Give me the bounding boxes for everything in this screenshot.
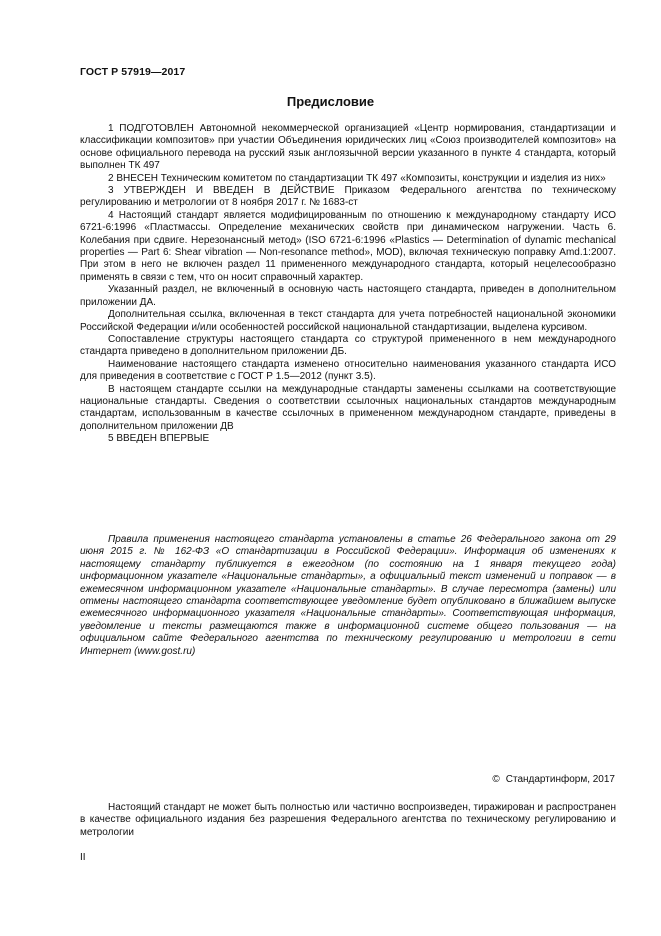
foreword-body: [80, 123, 616, 446]
paragraph-introduced-first: 5 ВВЕДЕН ВПЕРВЫЕ: [108, 433, 210, 445]
paragraph-modified-standard: 4 Настоящий стандарт является модифицированным по отношению к международному стандарту ИСО 6721-6:1996 «Пластмассы. Определение механических свойств при динамическом нагружении. Часть 6. Колебания при сдвиге. Нерезонансный метод» (ISO 6721-6:1996 «Plastics — Determination of dynamic mechanical properties — Part 6: Shear vibration — Non-resonance method», MOD), включая техническую поправку Amd.1:2007. При этом в него не включен раздел 11 примененного международного стандарта, который нецелесообразно применять в связи с тем, что он носит справочный характер.: [80, 209, 616, 283]
section-title: Предисловие: [286, 94, 375, 109]
copyright-text: Стандартинформ, 2017: [505, 774, 615, 785]
page-number: II: [80, 852, 86, 863]
paragraph-prepared-by: 1 ПОДГОТОВЛЕН Автономной некоммерческой организацией «Центр нормирования, стандартизации и классификации композитов» при участии Объединения юридических лиц «Союз производителей композитов» на основе официального перевода на русский язык англоязычной версии указанного в пункте 4 стандарта, который выполнен ТК 497: [80, 123, 616, 172]
reproduction-notice: Настоящий стандарт не может быть полностью или частично воспроизведен, тиражирован и распространен в качестве официального издания без разрешения Федерального агентства по техническому регулированию и метрологии: [80, 802, 616, 838]
document-code-header: ГОСТ Р 57919—2017: [80, 66, 186, 78]
paragraph-approved: 3 УТВЕРЖДЕН И ВВЕДЕН В ДЕЙСТВИЕ Приказом Федерального агентства по техническому регулированию и метрологии от 8 ноября 2017 г. № 1683-ст: [80, 185, 616, 209]
paragraph-name-change: Наименование настоящего стандарта изменено относительно наименования указанного стандарта ИСО для приведения в соответствие с ГОСТ Р 1.5—2012 (пункт 3.5).: [80, 358, 616, 383]
paragraph-submitted-by: 2 ВНЕСЕН Техническим комитетом по стандартизации ТК 497 «Композиты, конструкции и изделия из них»: [108, 172, 606, 184]
rules-notice: Правила применения настоящего стандарта установлены в статье 26 Федерального закона от 29 июня 2015 г. № 162-ФЗ «О стандартизации в Российской Федерации». Информация об изменениях к настоящему стандарту публикуется в ежегодном (по состоянию на 1 января текущего года) информационном указателе «Национальные стандарты», а официальный текст изменений и поправок — в ежемесячном информационном указателе «Национальные стандарты». В случае пересмотра (замены) или отмены настоящего стандарта соответствующее уведомление будет опубликовано в ближайшем выпуске ежемесячного информационного указателя «Национальные стандарты». Соответствующая информация, уведомление и тексты размещаются также в информационной системе общего пользования — на официальном сайте Федерального агентства по техническому регулированию и метрологии в сети Интернет (www.gost.ru): [80, 534, 616, 657]
paragraph-appendix-da: Указанный раздел, не включенный в основную часть настоящего стандарта, приведен в дополнительном приложении ДА.: [80, 284, 616, 308]
copyright-icon: ©: [492, 774, 500, 785]
paragraph-structure-comparison: Сопоставление структуры настоящего стандарта со структурой примененного в нем международного стандарта приведено в дополнительном приложении ДБ.: [80, 333, 616, 358]
paragraph-additional-reference: Дополнительная ссылка, включенная в текст стандарта для учета потребностей национальной экономики Российской Федерации и/или особенностей российской национальной стандартизации, выделена курсивом.: [80, 309, 616, 333]
copyright-line: [492, 774, 615, 785]
paragraph-references-replaced: В настоящем стандарте ссылки на международные стандарты заменены ссылками на соответствующие национальные стандарты. Сведения о соответствии ссылочных национальных стандартов международным стандартам, использованным в качестве ссылочных в примененном международном стандарте, приведены в дополнительном приложении ДВ: [80, 383, 616, 432]
